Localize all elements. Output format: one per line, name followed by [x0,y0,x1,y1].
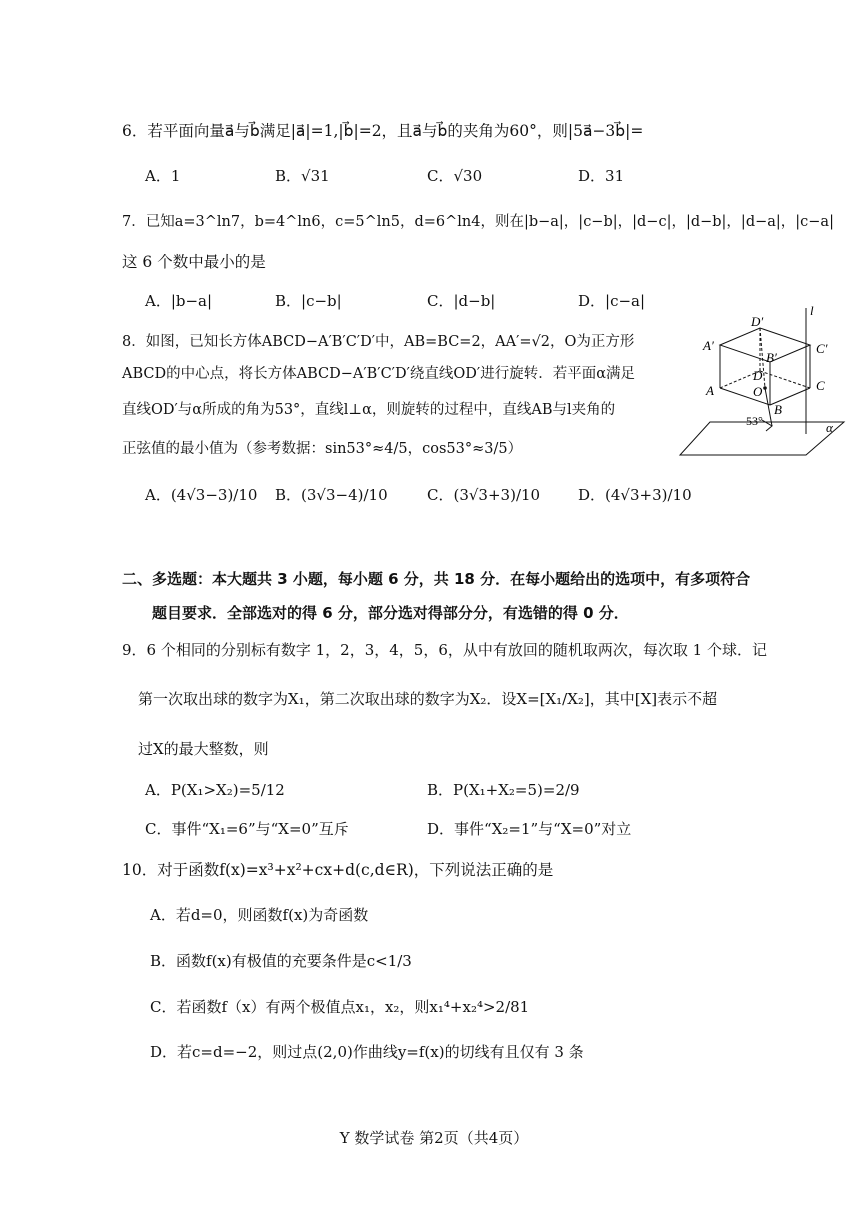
q9-line1: 9．6 个相同的分别标有数字 1，2，3，4，5，6，从中有放回的随机取两次，每次取 1 个球．记 [122,641,767,659]
q6-option-d: D．31 [578,167,625,185]
q7-stem-line2: 这 6 个数中最小的是 [122,253,266,271]
label-d: D [753,368,763,383]
q10-stem: 10．对于函数f(x)=x³+x²+cx+d(c,d∈R)，下列说法正确的是 [122,861,554,879]
q6-option-a: A．1 [145,167,181,185]
q8-cuboid-figure [676,300,852,462]
q8-option-c: C．(3√3+3)/10 [427,486,541,504]
q7-option-c: C．|d−b| [427,292,496,310]
q7-option-b: B．|c−b| [275,292,342,310]
label-a-prime: A′ [703,338,714,353]
label-angle: 53° [746,414,763,428]
q8-line2: ABCD的中心点，将长方体ABCD−A′B′C′D′绕直线OD′进行旋转．若平面α满足 [122,366,635,382]
section2-line2: 题目要求．全部选对的得 6 分，部分选对得部分分，有选错的得 0 分． [152,604,629,622]
q9-line3: 过X的最大整数，则 [138,740,269,758]
q6-option-b: B．√31 [275,167,330,185]
q10-option-d: D．若c=d=−2，则过点(2,0)作曲线y=f(x)的切线有且仅有 3 条 [150,1043,584,1061]
q10-option-b: B．函数f(x)有极值的充要条件是c<1/3 [150,952,412,970]
section2-line1: 二、多选题：本大题共 3 小题，每小题 6 分，共 18 分．在每小题给出的选项中，有多项符合 [122,570,751,588]
label-c-prime: C′ [816,341,828,356]
q7-option-a: A．|b−a| [145,292,213,310]
label-o: O [753,384,763,399]
q7-stem-line1: 7．已知a=3^ln7，b=4^ln6，c=5^ln5，d=6^ln4，则在|b−a|，|c−b|，|d−c|，|d−b|，|d−a|，|c−a| [122,214,834,230]
q8-line4: 正弦值的最小值为（参考数据：sin53°≈4/5，cos53°≈3/5） [122,441,523,457]
q7-option-d: D．|c−a| [578,292,646,310]
q6-option-c: C．√30 [427,167,483,185]
q10-option-a: A．若d=0，则函数f(x)为奇函数 [150,906,369,924]
q8-option-d: D．(4√3+3)/10 [578,486,692,504]
label-d-prime: D′ [751,314,764,329]
label-l: l [810,303,814,318]
q8-line1: 8．如图，已知长方体ABCD−A′B′C′D′中，AB=BC=2，AA′=√2，O为正方形 [122,334,635,350]
q10-option-c: C．若函数f（x）有两个极值点x₁，x₂，则x₁⁴+x₂⁴>2/81 [150,998,530,1016]
q6-stem: 6．若平面向量a⃗与b⃗满足|a⃗|=1,|b⃗|=2，且a⃗与b⃗的夹角为60°，则|5a⃗−3b⃗|= [122,122,644,140]
page-footer: Y 数学试卷 第2页（共4页） [339,1129,529,1147]
q9-option-d: D．事件“X₂=1”与“X=0”对立 [427,820,632,838]
cuboid-top-face [720,328,810,362]
label-a: A [706,383,714,398]
label-b-prime: B′ [766,350,777,365]
q9-option-b: B．P(X₁+X₂=5)=2/9 [427,781,580,799]
label-c: C [816,378,825,393]
q9-option-c: C．事件“X₁=6”与“X=0”互斥 [145,820,349,838]
q8-option-a: A．(4√3−3)/10 [145,486,258,504]
q9-line2: 第一次取出球的数字为X₁，第二次取出球的数字为X₂．设X=[X₁/X₂]，其中[X]表示不超 [138,690,718,708]
label-b: B [774,402,782,417]
q8-line3: 直线OD′与α所成的角为53°，直线l⊥α，则旋转的过程中，直线AB与l夹角的 [122,402,616,418]
label-alpha: α [826,420,833,435]
q9-option-a: A．P(X₁>X₂)=5/12 [145,781,285,799]
q8-option-b: B．(3√3−4)/10 [275,486,388,504]
